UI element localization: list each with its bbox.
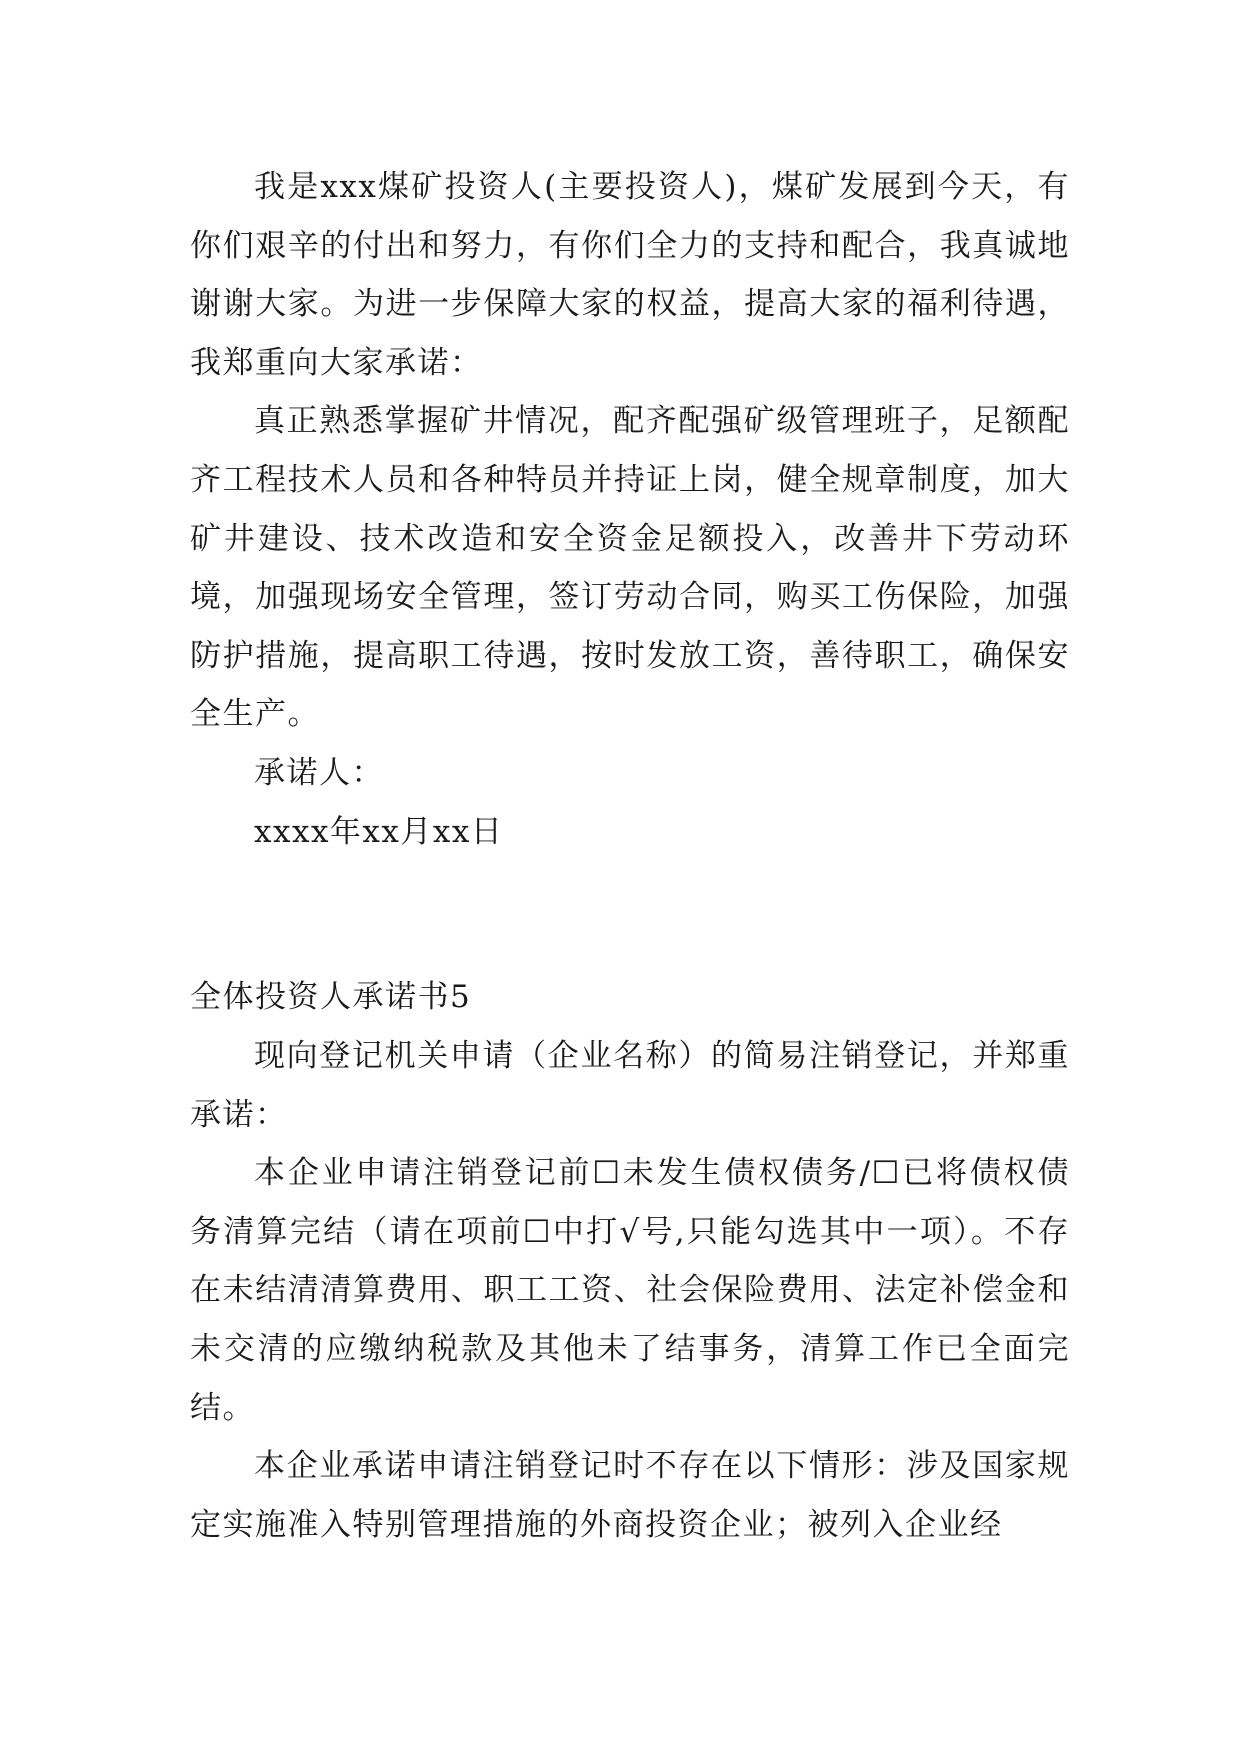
commitment-paragraph: 真正熟悉掌握矿井情况，配齐配强矿级管理班子，足额配齐工程技术人员和各种特员并持证上岗，健全规章制度，加大矿井建设、技术改造和安全资金足额投入，改善井下劳动环境，加强现场安全管理，签订劳动合同，购买工伤保险，加强防护措施，提高职工待遇，按时发放工资，善待职工，确保安全生产。 (190, 403, 1070, 733)
application-paragraph: 现向登记机关申请（企业名称）的简易注销登记，并郑重承诺： (190, 1038, 1070, 1133)
document-title: 全体投资人承诺书5 (190, 979, 472, 1015)
exclusion-paragraph: 本企业承诺申请注销登记时不存在以下情形：涉及国家规定实施准入特别管理措施的外商投资企业；被列入企业经 (190, 1448, 1070, 1543)
commitment-letter-section (190, 158, 1070, 861)
signer-label: 承诺人： (254, 754, 384, 791)
debt-settlement-paragraph: 本企业申请注销登记前☐未发生债权债务/☐已将债权债务清算完结（请在项前☐中打√号,只能勾选其中一项）。不存在未结清清算费用、职工工资、社会保险费用、法定补偿金和未交清的应缴纳税款及其他未了结事务，清算工作已全面完结。 (190, 1155, 1070, 1426)
signature-date: xxxx年xx月xx日 (254, 813, 504, 850)
intro-paragraph: 我是xxx煤矿投资人(主要投资人)，煤矿发展到今天，有你们艰辛的付出和努力，有你们全力的支持和配合，我真诚地谢谢大家。为进一步保障大家的权益，提高大家的福利待遇，我郑重向大家承诺： (190, 169, 1070, 381)
deregistration-commitment-section (190, 1027, 1070, 1554)
